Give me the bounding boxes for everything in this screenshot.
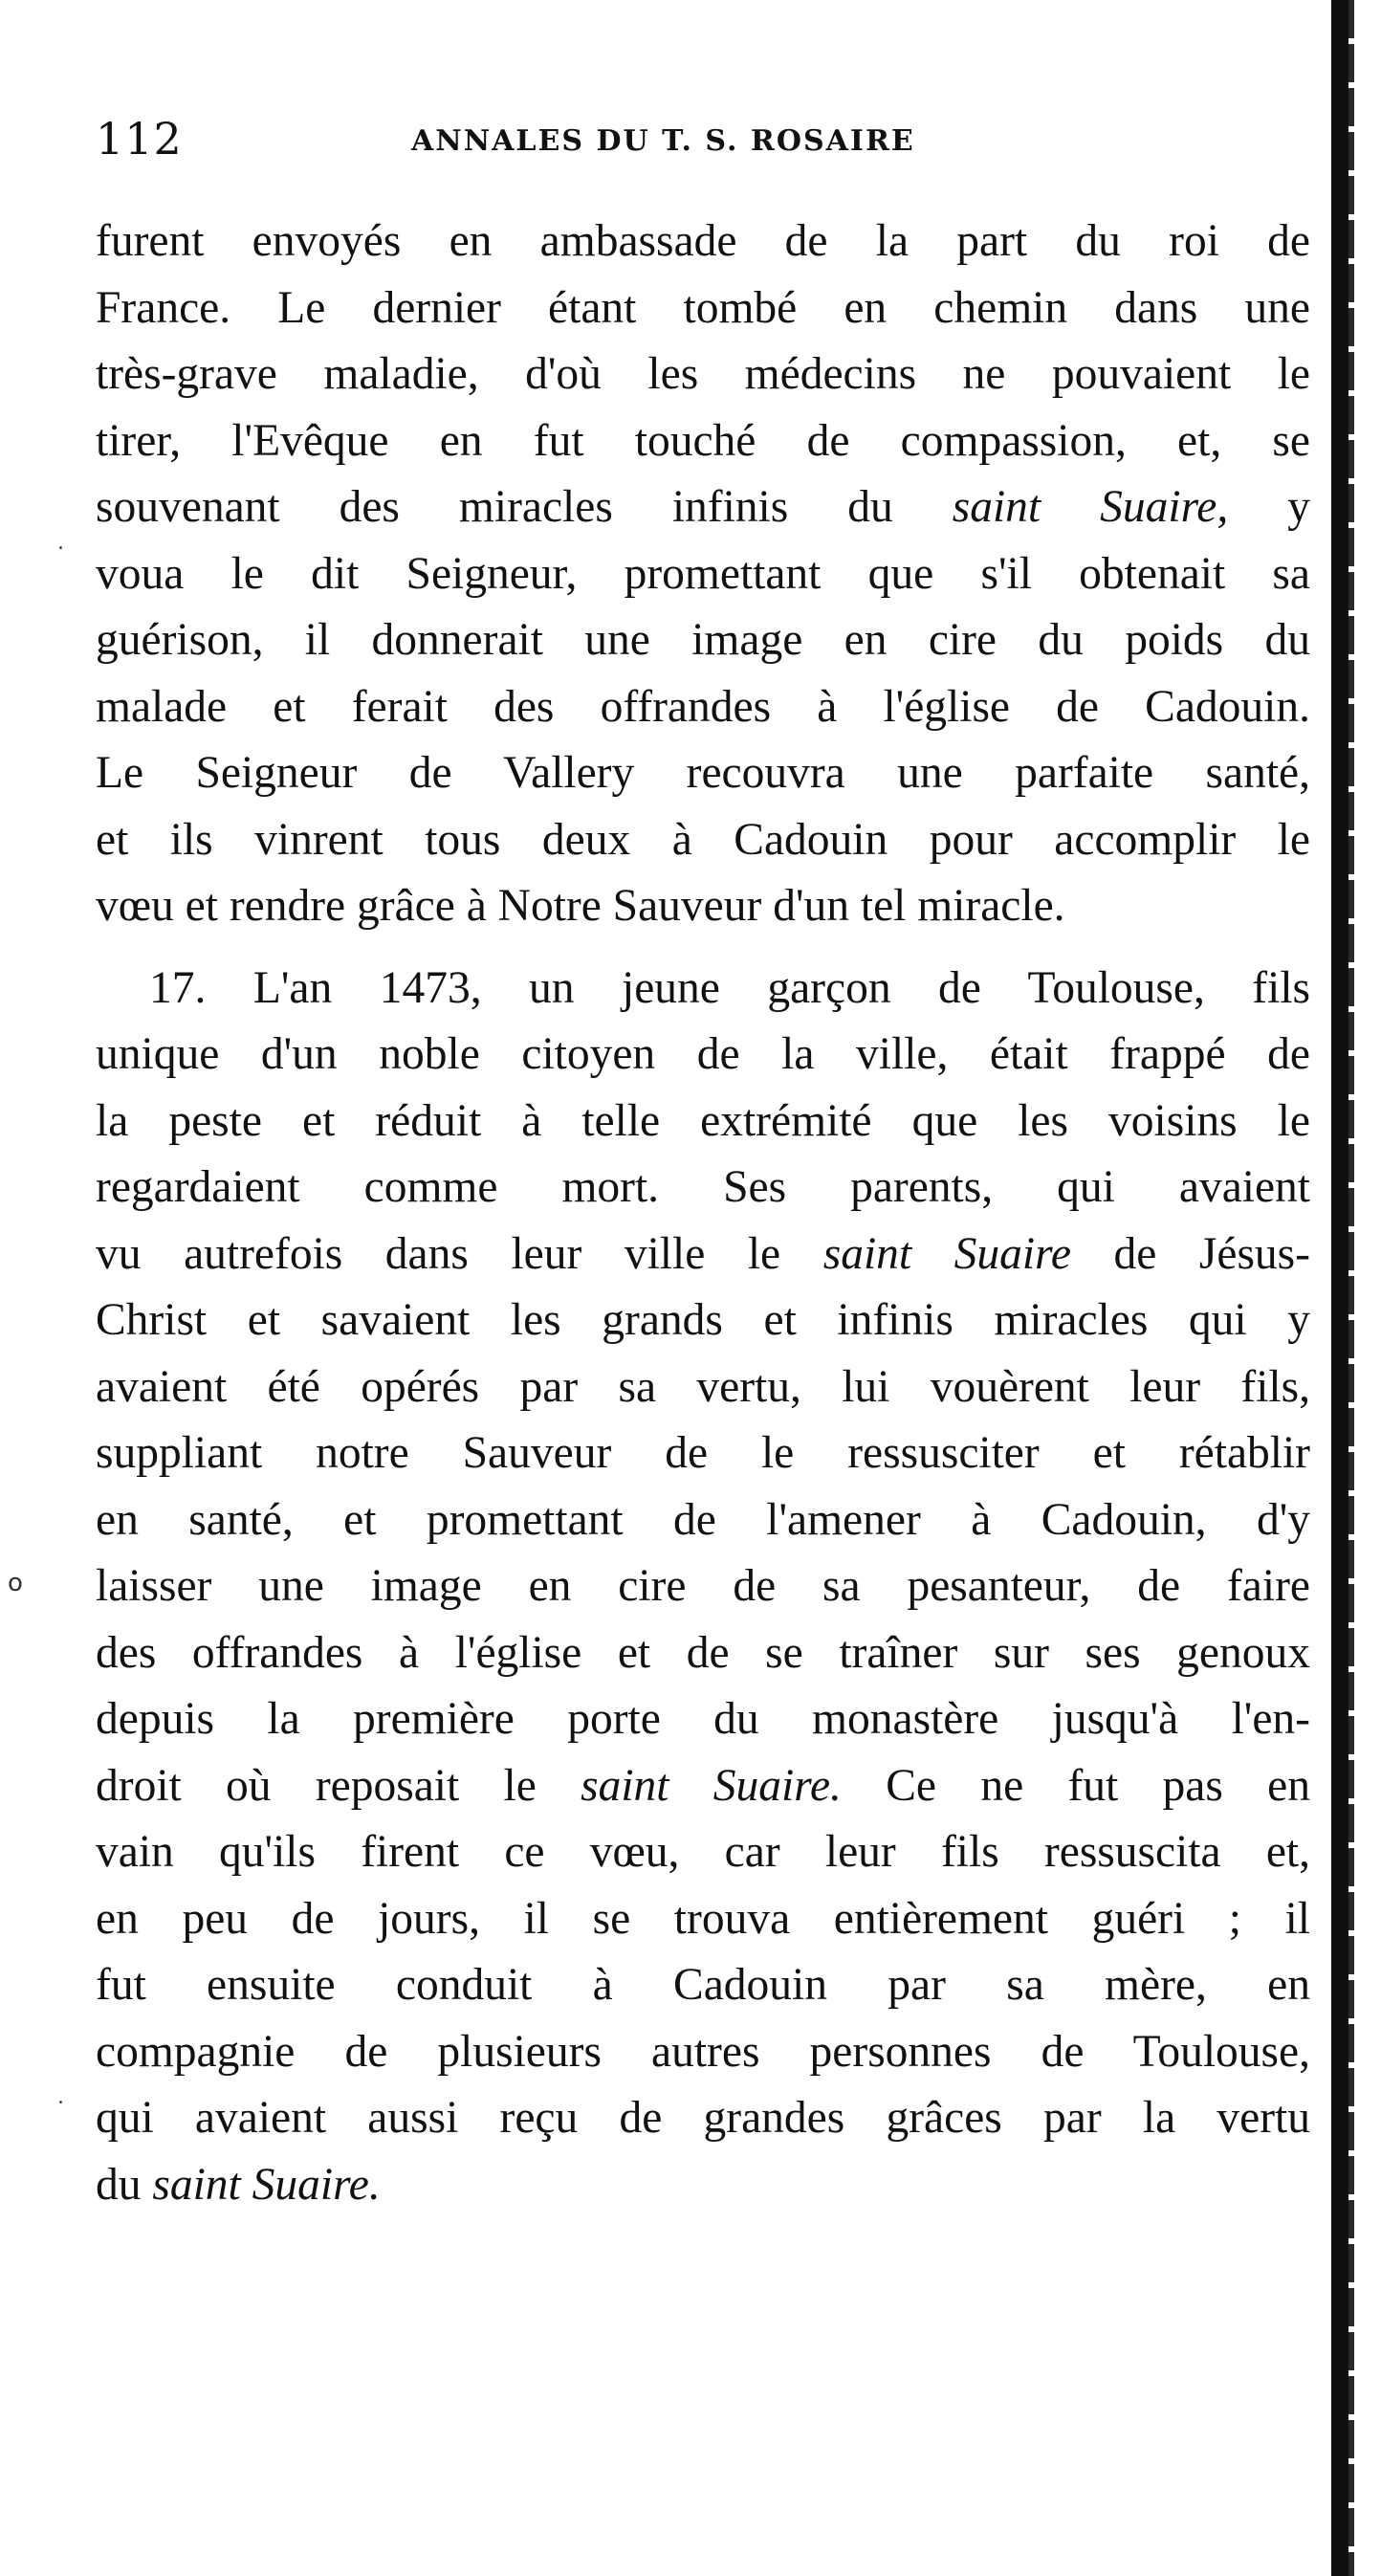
italic-title: saint Suaire. — [152, 2159, 381, 2210]
text-line: laisser une image en cire de sa pesanteur, de faire — [96, 1561, 1310, 1611]
text-segment: de Jésus- — [1070, 1228, 1310, 1279]
text-segment: droit où reposait le — [96, 1760, 581, 1811]
text-line: malade et ferait des offrandes à l'église de Cadouin. — [96, 681, 1310, 732]
text-line: Christ et savaient les grands et infinis miracles qui y — [96, 1295, 1310, 1345]
text-line: la peste et réduit à telle extrémité que les voisins le — [96, 1095, 1310, 1146]
text-line — [96, 1753, 1310, 1820]
page-header — [96, 113, 1320, 170]
body-text — [96, 209, 1310, 2218]
text-line: suppliant notre Sauveur de le ressusciter et rétablir — [96, 1428, 1310, 1478]
page-number: 112 — [96, 113, 183, 165]
text-line: très-grave maladie, d'où les médecins ne pouvaient le — [96, 349, 1310, 399]
text-line: vœu et rendre grâce à Notre Sauveur d'un tel miracle. — [96, 881, 1065, 931]
text-line: guérison, il donnerait une image en cire du poids du — [96, 615, 1310, 665]
italic-title: saint Suaire — [822, 1228, 1071, 1279]
italic-title: saint Suaire. — [581, 1760, 842, 1811]
text-segment: du — [96, 2159, 153, 2210]
text-segment: souvenant des miracles infinis du — [96, 482, 953, 532]
margin-dot-icon: . — [57, 2085, 64, 2109]
margin-mark-circle-icon: o — [8, 1569, 23, 1597]
text-line: unique d'un noble citoyen de la ville, était frappé de — [96, 1029, 1310, 1079]
text-line: vain qu'ils firent ce vœu, car leur fils ressuscita et, — [96, 1827, 1310, 1877]
text-line: et ils vinrent tous deux à Cadouin pour accomplir le — [96, 814, 1310, 865]
text-line: en santé, et promettant de l'amener à Cadouin, d'y — [96, 1494, 1310, 1545]
text-line: tirer, l'Evêque en fut touché de compassion, et, se — [96, 415, 1310, 466]
text-line — [96, 474, 1310, 541]
text-line: fut ensuite conduit à Cadouin par sa mère, en — [96, 1960, 1310, 2010]
text-line: regardaient comme mort. Ses parents, qui avaient — [96, 1162, 1310, 1212]
margin-dot-icon: . — [57, 531, 64, 555]
text-line: depuis la première porte du monastère jusqu'à l'en- — [96, 1694, 1310, 1744]
paragraph-gap — [96, 940, 1310, 956]
text-line — [96, 2152, 1310, 2219]
italic-title: saint Suaire, — [952, 482, 1229, 532]
running-head: ANNALES DU T. S. ROSAIRE — [411, 124, 915, 158]
text-line — [96, 1222, 1310, 1288]
text-line: en peu de jours, il se trouva entièrement guéri ; il — [96, 1893, 1310, 1944]
text-line: France. Le dernier étant tombé en chemin dans une — [96, 282, 1310, 333]
text-segment: y — [1228, 482, 1311, 532]
text-line: qui avaient aussi reçu de grandes grâces par la vertu — [96, 2093, 1310, 2143]
text-line: voua le dit Seigneur, promettant que s'il obtenait sa — [96, 548, 1310, 599]
text-line: avaient été opérés par sa vertu, lui vouèrent leur fils, — [96, 1361, 1310, 1412]
text-line: compagnie de plusieurs autres personnes de Toulouse, — [96, 2026, 1310, 2077]
text-segment: Ce ne fut pas en — [841, 1760, 1311, 1811]
text-line: furent envoyés en ambassade de la part du roi de — [96, 216, 1310, 266]
book-spine-shadow — [1331, 0, 1348, 2576]
text-line: des offrandes à l'église et de se traîner sur ses genoux — [96, 1627, 1310, 1678]
text-segment: vu autrefois dans leur ville le — [96, 1228, 823, 1279]
text-line: 17. L'an 1473, un jeune garçon de Toulouse, fils — [149, 962, 1310, 1013]
text-line: Le Seigneur de Vallery recouvra une parfaite santé, — [96, 748, 1310, 798]
